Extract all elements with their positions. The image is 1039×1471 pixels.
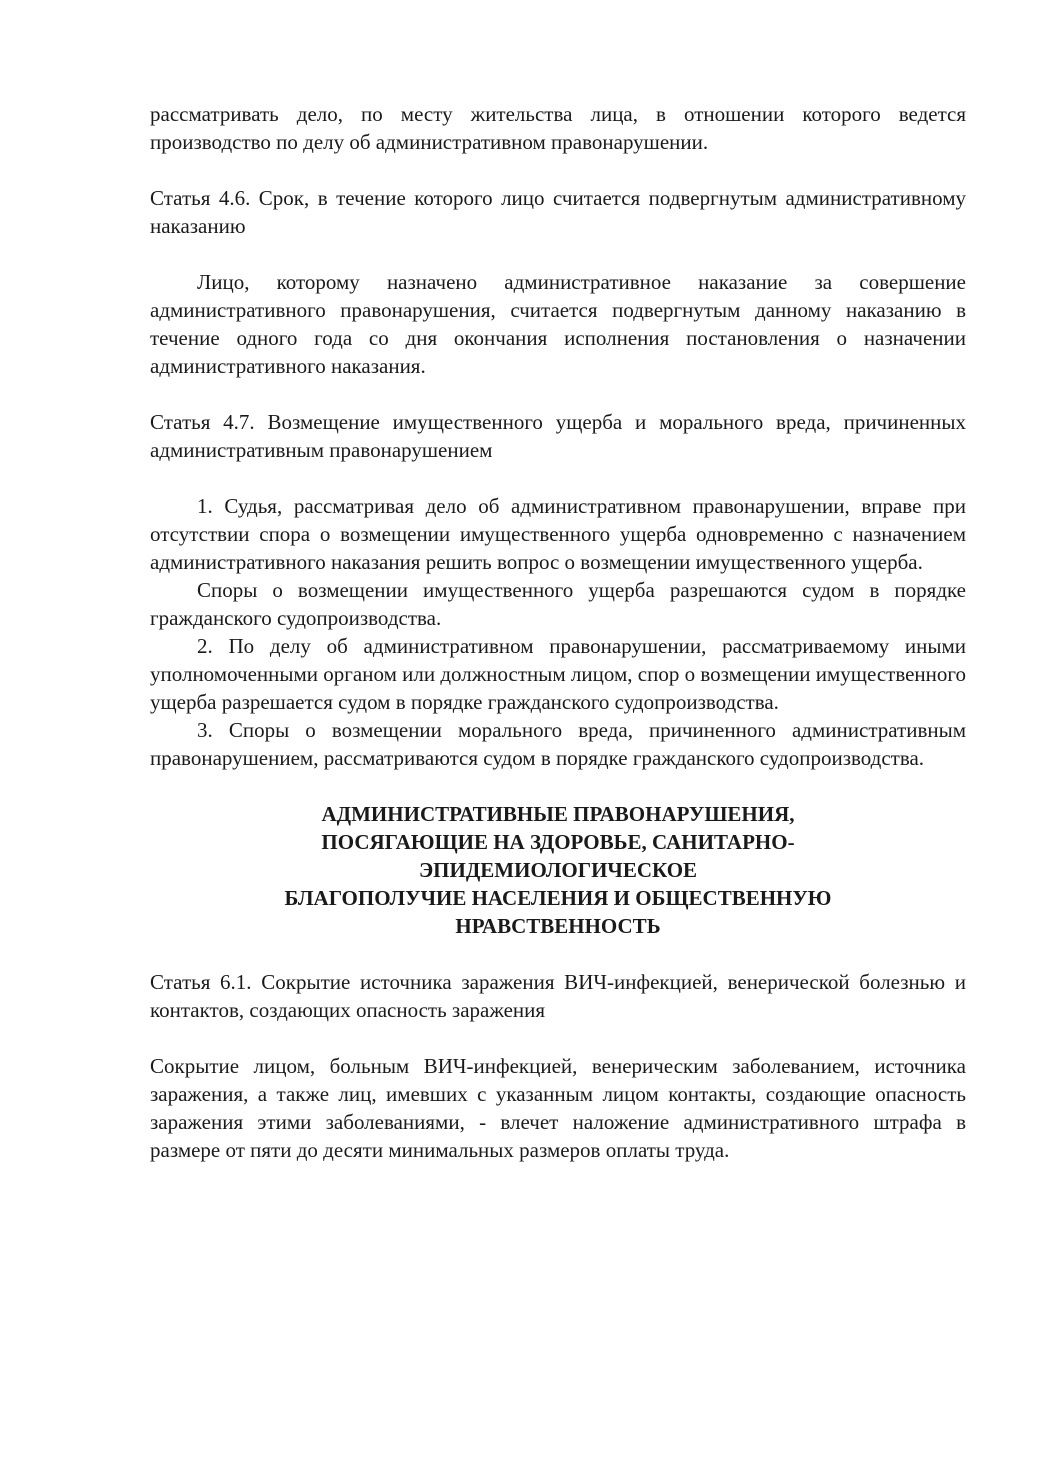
article-6-1-title: Статья 6.1. Сокрытие источника заражения ВИЧ-инфекцией, венерической болезнью и контактов, создающих опасность заражения bbox=[150, 970, 966, 1022]
article-6-1-body: Сокрытие лицом, больным ВИЧ-инфекцией, венерическим заболеванием, источника заражения, а также лиц, имевших с указанным лицом контакты, создающие опасность заражения этими заболеваниями, - влечет наложение административного штрафа в размере от пяти до десяти минимальных размеров оплаты труда. bbox=[150, 1054, 966, 1162]
chapter-heading-line-5: НРАВСТВЕННОСТЬ bbox=[455, 914, 661, 938]
article-4-6-body: Лицо, которому назначено административное наказание за совершение административного правонарушения, считается подвергнутым данному наказанию в течение одного года со дня окончания исполнения постановления о назначении административного наказания. bbox=[150, 270, 966, 378]
article-4-7-title: Статья 4.7. Возмещение имущественного ущерба и морального вреда, причиненных административным правонарушением bbox=[150, 410, 966, 462]
document-page bbox=[150, 100, 966, 1164]
chapter-heading-line-3: ЭПИДЕМИОЛОГИЧЕСКОЕ bbox=[418, 858, 698, 882]
chapter-heading-line-2: ПОСЯГАЮЩИЕ НА ЗДОРОВЬЕ, САНИТАРНО- bbox=[321, 830, 795, 854]
article-4-7-paragraph-3: 3. Споры о возмещении морального вреда, причиненного административным правонарушением, рассматриваются судом в порядке гражданского судопроизводства. bbox=[150, 718, 966, 770]
article-4-6-title: Статья 4.6. Срок, в течение которого лицо считается подвергнутым административному наказанию bbox=[150, 186, 966, 238]
chapter-heading-line-4: БЛАГОПОЛУЧИЕ НАСЕЛЕНИЯ И ОБЩЕСТВЕННУЮ bbox=[284, 886, 832, 910]
article-4-7-paragraph-1: 1. Судья, рассматривая дело об административном правонарушении, вправе при отсутствии спора о возмещении имущественного ущерба одновременно с назначением административного наказания решить вопрос о возмещении имущественного ущерба. bbox=[150, 494, 966, 574]
continuation-paragraph: рассматривать дело, по месту жительства лица, в отношении которого ведется производство по делу об административном правонарушении. bbox=[150, 102, 966, 154]
chapter-heading bbox=[150, 800, 966, 940]
article-4-7-paragraph-1b: Споры о возмещении имущественного ущерба разрешаются судом в порядке гражданского судопроизводства. bbox=[150, 578, 966, 630]
chapter-heading-line-1: АДМИНИСТРАТИВНЫЕ ПРАВОНАРУШЕНИЯ, bbox=[321, 802, 795, 826]
article-4-7-paragraph-2: 2. По делу об административном правонарушении, рассматриваемому иными уполномоченными органом или должностным лицом, спор о возмещении имущественного ущерба разрешается судом в порядке гражданского судопроизводства. bbox=[150, 634, 966, 714]
